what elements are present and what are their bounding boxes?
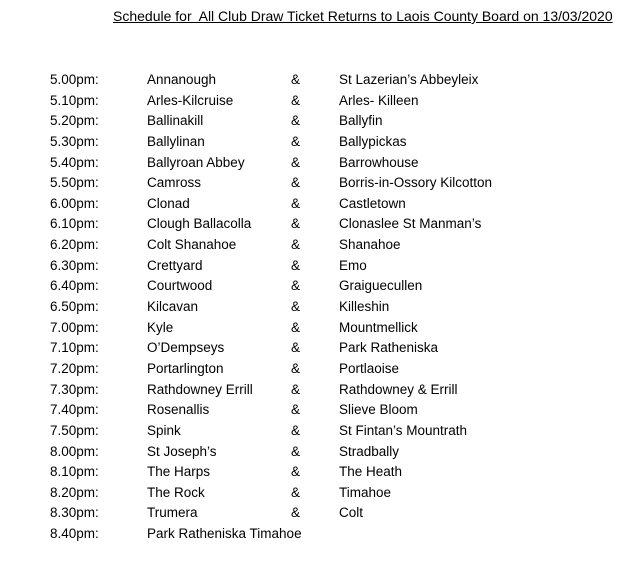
ampersand-cell: & [291,257,301,273]
paired-club-cell: The Heath [339,464,403,480]
time-cell: 7.50pm: [50,422,99,438]
time-cell: 7.00pm: [50,319,99,335]
ampersand-cell: & [291,484,301,500]
schedule-row [0,297,627,318]
paired-club-cell: Shanahoe [339,237,401,253]
time-cell: 6.40pm: [50,278,99,294]
schedule-row [0,442,627,463]
time-cell: 5.10pm: [50,92,99,108]
ampersand-cell: & [291,154,301,170]
schedule-row [0,256,627,277]
club-cell: Spink [147,422,181,438]
time-cell: 6.20pm: [50,237,99,253]
club-cell: Crettyard [147,257,203,273]
paired-club-cell: St Fintan’s Mountrath [339,422,468,438]
time-cell: 8.20pm: [50,484,99,500]
time-cell: 6.00pm: [50,195,99,211]
time-cell: 7.40pm: [50,402,99,418]
paired-club-cell: Portlaoise [339,360,400,376]
ampersand-cell: & [291,360,301,376]
paired-club-cell: Arles- Killeen [339,92,419,108]
paired-club-cell: Borris-in-Ossory Kilcotton [339,175,493,191]
club-cell: Ballinakill [147,113,204,129]
ampersand-cell: & [291,422,301,438]
ampersand-cell: & [291,278,301,294]
schedule-row [0,132,627,153]
club-cell: Kilcavan [147,299,199,315]
ampersand-cell: & [291,319,301,335]
time-cell: 6.30pm: [50,257,99,273]
schedule-row [0,400,627,421]
club-cell: O’Dempseys [147,340,225,356]
ampersand-cell: & [291,381,301,397]
time-cell: 7.10pm: [50,340,99,356]
paired-club-cell: Castletown [339,195,406,211]
club-cell: The Harps [147,464,211,480]
ampersand-cell: & [291,237,301,253]
paired-club-cell: Park Ratheniska [339,340,439,356]
schedule-row [0,173,627,194]
club-cell: Camross [147,175,202,191]
paired-club-cell: Slieve Bloom [339,402,418,418]
club-cell: Colt Shanahoe [147,237,237,253]
club-cell: Courtwood [147,278,213,294]
ampersand-cell: & [291,92,301,108]
paired-club-cell: Mountmellick [339,319,418,335]
schedule-row [0,276,627,297]
club-cell: Ballyroan Abbey [147,154,245,170]
time-cell: 8.10pm: [50,464,99,480]
schedule-row [0,503,627,524]
paired-club-cell: Timahoe [339,484,392,500]
paired-club-cell: St Lazerian’s Abbeyleix [339,72,479,87]
paired-club-cell: Killeshin [339,299,390,315]
club-cell: Kyle [147,319,174,335]
schedule-row [0,380,627,401]
ampersand-cell: & [291,216,301,232]
ampersand-cell: & [291,464,301,480]
schedule-row [0,194,627,215]
ampersand-cell: & [291,195,301,211]
schedule-row [0,235,627,256]
document-title: Schedule for All Club Draw Ticket Returns to Laois County Board on 13/03/2020 [113,8,613,24]
time-cell: 5.00pm: [50,72,99,87]
club-cell: St Joseph’s [147,443,217,459]
time-cell: 5.50pm: [50,175,99,191]
time-cell: 7.30pm: [50,381,99,397]
paired-club-cell: Graiguecullen [339,278,423,294]
schedule-row [0,214,627,235]
ampersand-cell: & [291,113,301,129]
club-cell: Ballylinan [147,133,205,149]
time-cell: 7.20pm: [50,360,99,376]
time-cell: 8.40pm: [50,526,99,542]
time-cell: 8.30pm: [50,505,99,521]
schedule-row [0,338,627,359]
paired-club-cell: Emo [339,257,367,273]
schedule-row [0,483,627,504]
ampersand-cell: & [291,133,301,149]
schedule-row [0,318,627,339]
schedule-row [0,421,627,442]
club-cell: Clonad [147,195,190,211]
club-cell: Clough Ballacolla [147,216,252,232]
club-cell: Rathdowney Errill [147,381,253,397]
paired-club-cell: Ballyfin [339,113,383,129]
paired-club-cell: Clonaslee St Manman’s [339,216,482,232]
club-cell: Annanough [147,72,217,87]
schedule-row [0,462,627,483]
schedule-list [0,70,627,545]
paired-club-cell: Colt [339,505,364,521]
ampersand-cell: & [291,299,301,315]
schedule-row [0,111,627,132]
club-cell: Park Ratheniska Timahoe [147,526,302,542]
paired-club-cell: Ballypickas [339,133,407,149]
schedule-row [0,153,627,174]
ampersand-cell: & [291,175,301,191]
time-cell: 6.50pm: [50,299,99,315]
club-cell: Trumera [147,505,198,521]
club-cell: Arles-Kilcruise [147,92,234,108]
time-cell: 6.10pm: [50,216,99,232]
paired-club-cell: Rathdowney & Errill [339,381,458,397]
paired-club-cell: Barrowhouse [339,154,419,170]
club-cell: The Rock [147,484,205,500]
club-cell: Portarlington [147,360,224,376]
schedule-row [0,359,627,380]
ampersand-cell: & [291,72,301,87]
ampersand-cell: & [291,340,301,356]
ampersand-cell: & [291,443,301,459]
schedule-row [0,91,627,112]
schedule-row [0,70,627,91]
ampersand-cell: & [291,402,301,418]
time-cell: 8.00pm: [50,443,99,459]
time-cell: 5.30pm: [50,133,99,149]
time-cell: 5.40pm: [50,154,99,170]
schedule-row [0,524,627,545]
club-cell: Rosenallis [147,402,210,418]
time-cell: 5.20pm: [50,113,99,129]
paired-club-cell: Stradbally [339,443,400,459]
ampersand-cell: & [291,505,301,521]
